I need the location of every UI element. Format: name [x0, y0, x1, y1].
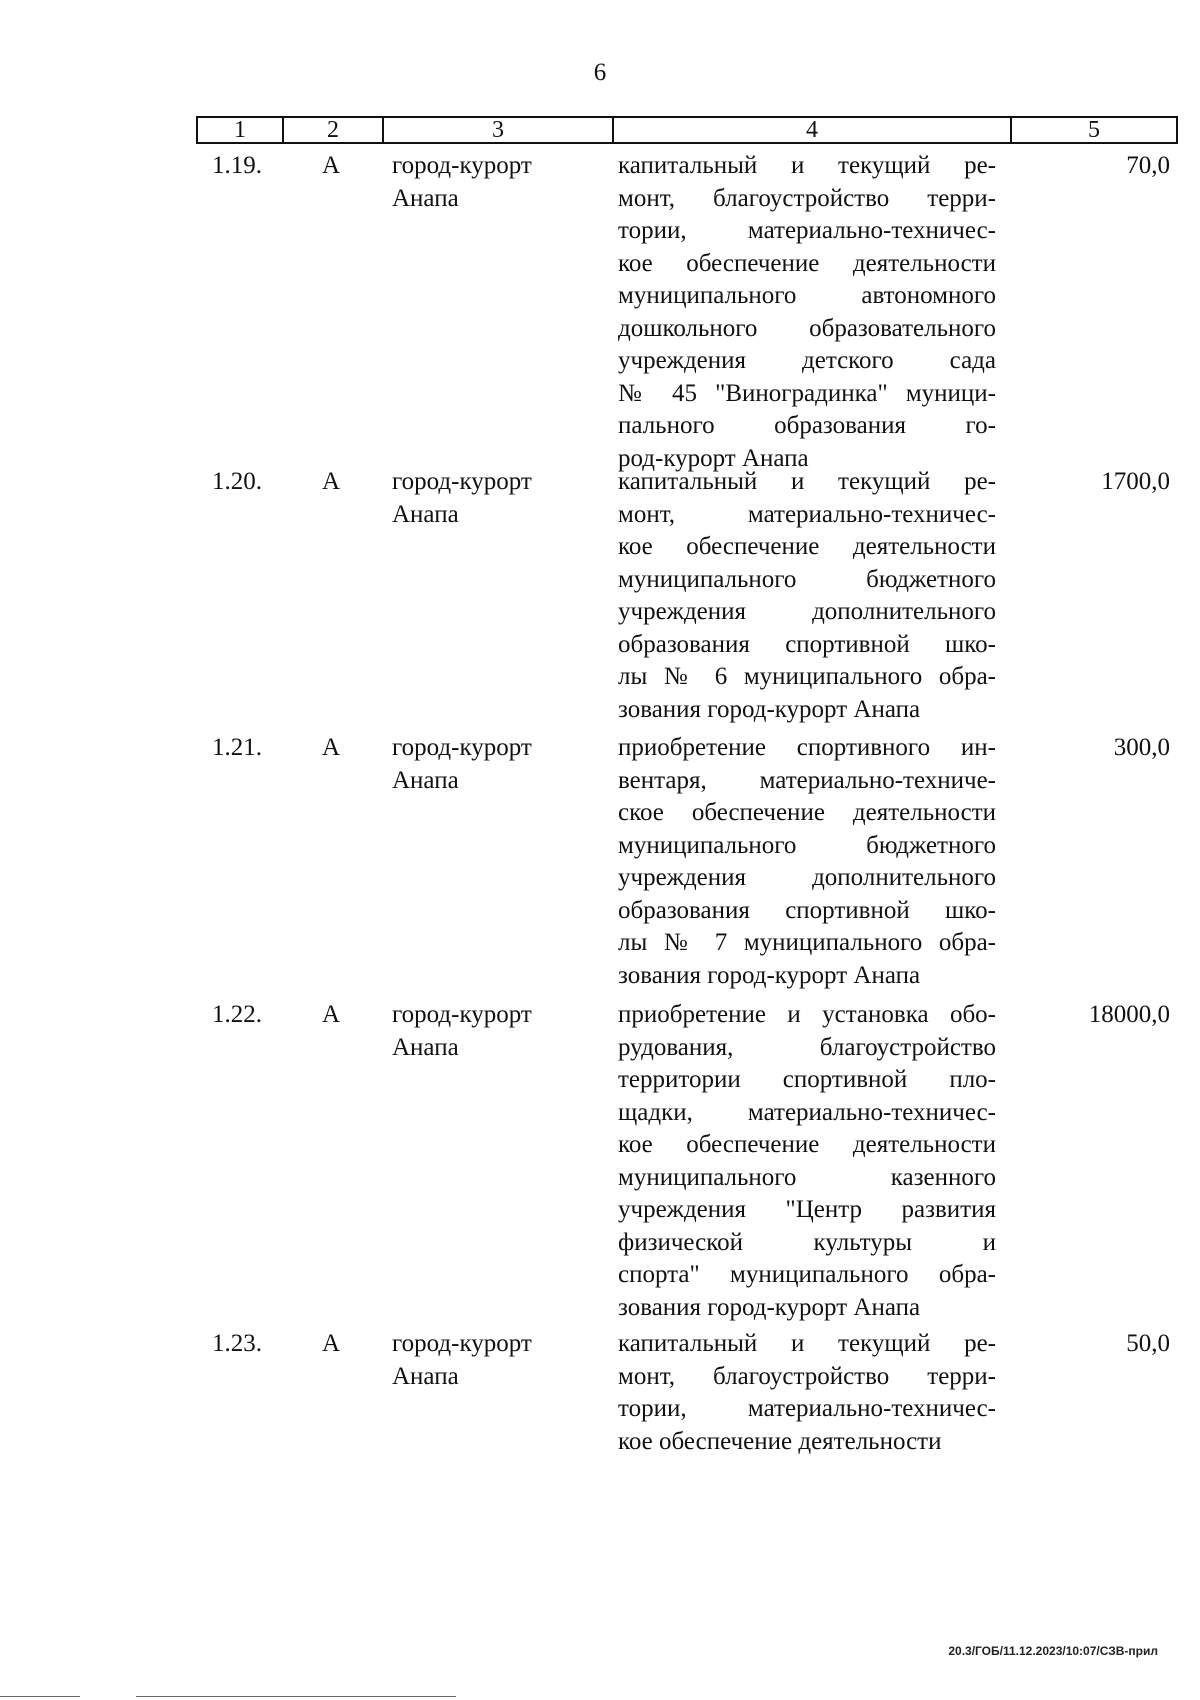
- row-description: [618, 466, 996, 726]
- row-description: [618, 732, 996, 992]
- description-line: дошкольного образовательного: [618, 314, 996, 342]
- row-amount: 1700,0: [1101, 468, 1170, 495]
- scan-edge-line: [136, 1696, 456, 1697]
- description-line: кое обеспечение деятельности: [618, 1427, 942, 1455]
- row-category: А: [322, 468, 341, 495]
- description-line: капитальный и текущий ре-: [618, 152, 996, 179]
- description-line: приобретение и установка обо-: [618, 1001, 996, 1028]
- row-category: А: [322, 734, 341, 761]
- row-locality: [392, 1328, 592, 1393]
- row-category: А: [322, 152, 341, 179]
- locality-line: Анапа: [392, 500, 459, 528]
- description-line: кое обеспечение деятельности: [618, 533, 996, 560]
- row-number: 1.19.: [212, 152, 262, 179]
- locality-line: город-курорт: [392, 468, 532, 495]
- description-line: щадки, материально-техничес-: [618, 1098, 996, 1126]
- row-description: [618, 999, 996, 1324]
- row-number: 1.23.: [212, 1330, 262, 1357]
- description-line: лы № 7 муниципального обра-: [618, 929, 996, 956]
- description-line: муниципального бюджетного: [618, 831, 996, 859]
- row-number: 1.22.: [212, 1001, 262, 1028]
- description-line: приобретение спортивного ин-: [618, 734, 996, 761]
- row-amount: 300,0: [1113, 734, 1170, 761]
- description-line: лы № 6 муниципального обра-: [618, 663, 996, 690]
- row-number: 1.20.: [212, 468, 262, 495]
- header-col-5: 5: [1088, 117, 1100, 143]
- description-line: кое обеспечение деятельности: [618, 249, 996, 277]
- locality-line: город-курорт: [392, 734, 532, 761]
- row-description: [618, 150, 996, 475]
- row-amount: 50,0: [1126, 1330, 1170, 1357]
- locality-line: город-курорт: [392, 1330, 532, 1357]
- description-line: тории, материально-техничес-: [618, 217, 996, 244]
- row-amount: 18000,0: [1088, 1001, 1170, 1028]
- description-line: № 45 "Виноградинка" муници-: [618, 379, 996, 407]
- locality-line: Анапа: [392, 766, 459, 794]
- description-line: спорта" муниципального обра-: [618, 1261, 996, 1288]
- locality-line: город-курорт: [392, 152, 532, 179]
- description-line: физической культуры и: [618, 1228, 996, 1256]
- description-line: капитальный и текущий ре-: [618, 1330, 996, 1357]
- description-line: зования город-курорт Анапа: [618, 1293, 921, 1321]
- row-locality: [392, 150, 592, 215]
- header-col-3: 3: [384, 118, 614, 142]
- locality-line: город-курорт: [392, 1001, 532, 1028]
- row-category: А: [322, 1001, 341, 1028]
- description-line: вентаря, материально-техниче-: [618, 766, 996, 794]
- header-col-1: 1: [198, 118, 284, 142]
- description-line: зования город-курорт Анапа: [618, 961, 921, 989]
- description-line: зования город-курорт Анапа: [618, 695, 921, 723]
- locality-line: Анапа: [392, 184, 459, 212]
- description-line: учреждения "Центр развития: [618, 1196, 996, 1223]
- description-line: учреждения детского сада: [618, 347, 996, 374]
- header-col-2: 2: [284, 118, 384, 142]
- description-line: род-курорт Анапа: [618, 444, 809, 472]
- scan-edge-line: [0, 1696, 80, 1697]
- description-line: ское обеспечение деятельности: [618, 799, 996, 826]
- description-line: муниципального казенного: [618, 1163, 996, 1191]
- locality-line: Анапа: [392, 1033, 459, 1061]
- description-line: образования спортивной шко-: [618, 896, 996, 924]
- description-line: учреждения дополнительного: [618, 864, 996, 891]
- locality-line: Анапа: [392, 1362, 459, 1390]
- description-line: рудования, благоустройство: [618, 1033, 996, 1061]
- row-category: А: [322, 1330, 341, 1357]
- description-line: тории, материально-техничес-: [618, 1395, 996, 1422]
- header-col-4: 4: [614, 118, 1012, 142]
- page-number: 6: [593, 59, 607, 86]
- description-line: территории спортивной пло-: [618, 1066, 996, 1093]
- row-locality: [392, 999, 592, 1064]
- description-line: муниципального автономного: [618, 282, 996, 309]
- description-line: учреждения дополнительного: [618, 598, 996, 625]
- description-line: капитальный и текущий ре-: [618, 468, 996, 495]
- document-code: 20.3/ГОБ/11.12.2023/10:07/СЗВ-прил: [948, 1644, 1158, 1658]
- row-locality: [392, 466, 592, 531]
- description-line: монт, благоустройство терри-: [618, 1362, 996, 1390]
- row-description: [618, 1328, 996, 1458]
- description-line: муниципального бюджетного: [618, 565, 996, 593]
- description-line: пального образования го-: [618, 412, 996, 439]
- description-line: монт, материально-техничес-: [618, 500, 996, 528]
- row-locality: [392, 732, 592, 797]
- table-header: [196, 116, 1178, 144]
- description-line: монт, благоустройство терри-: [618, 184, 996, 212]
- description-line: кое обеспечение деятельности: [618, 1131, 996, 1158]
- row-number: 1.21.: [212, 734, 262, 761]
- description-line: образования спортивной шко-: [618, 630, 996, 658]
- row-amount: 70,0: [1126, 152, 1170, 179]
